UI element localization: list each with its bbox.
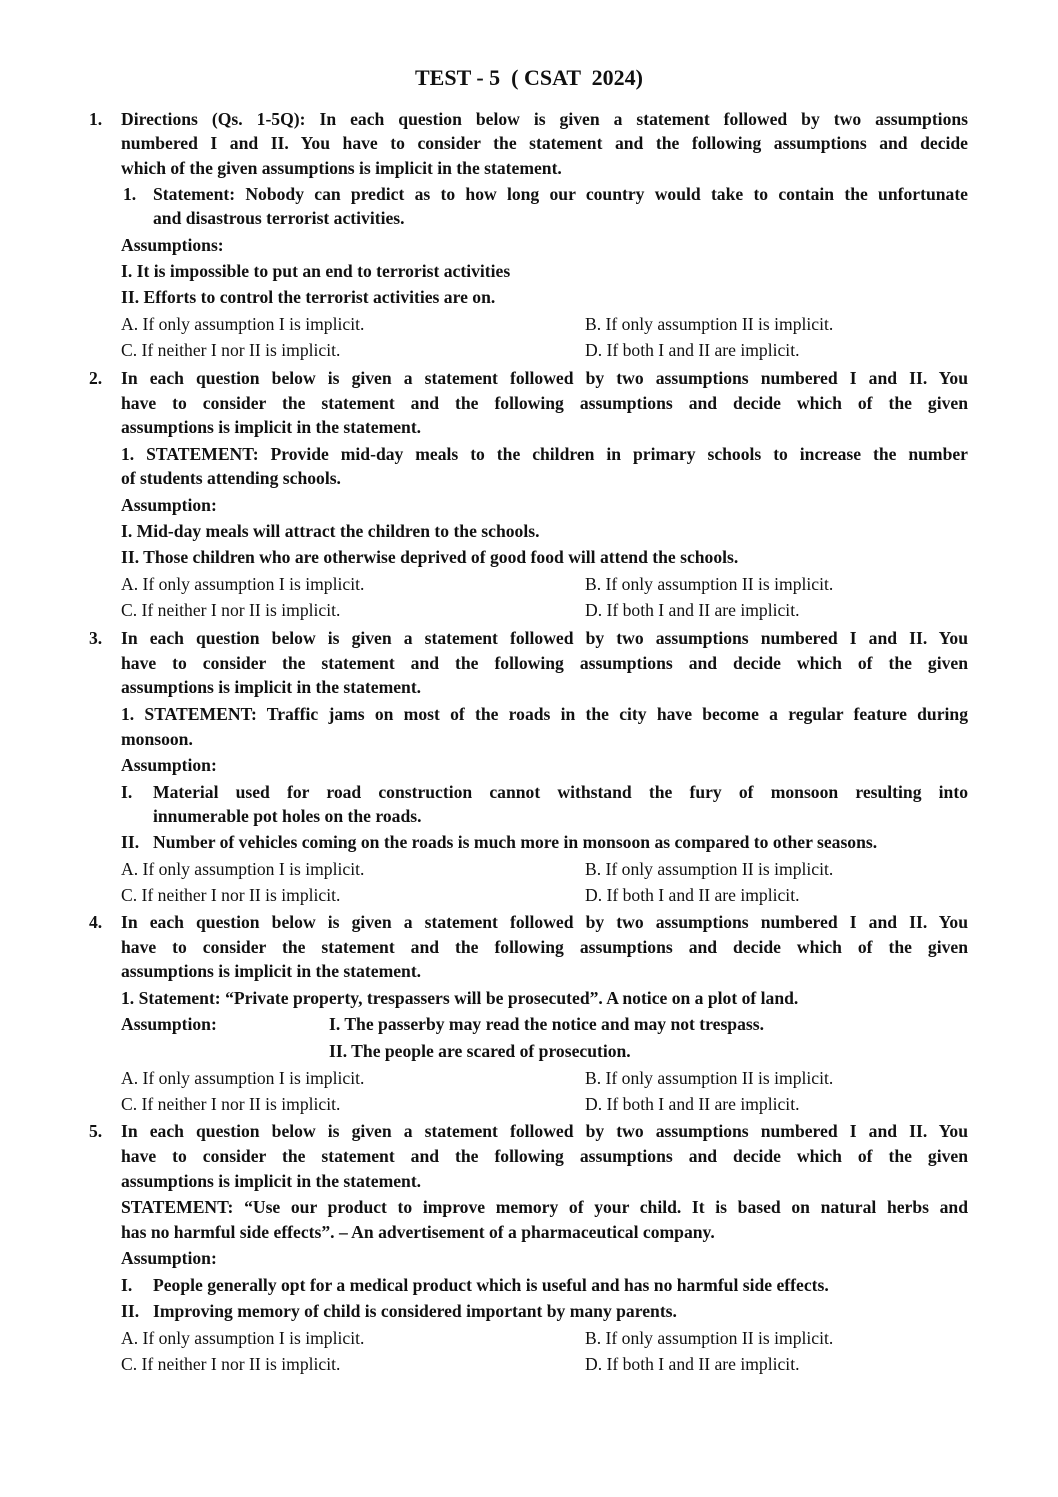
option-c: C. If neither I nor II is implicit. xyxy=(121,340,341,360)
statement-text: Statement: Nobody can predict as to how long our country would take to contain the unfortunate xyxy=(153,184,968,204)
assumption-number: II. xyxy=(121,832,140,852)
statement-text: of students attending schools. xyxy=(121,468,341,488)
option-b: B. If only assumption II is implicit. xyxy=(585,859,834,879)
assumption-item: Number of vehicles coming on the roads is much more in monsoon as compared to other seasons. xyxy=(153,832,878,852)
assumption-label: Assumption: xyxy=(121,495,217,515)
assumption-number: I. xyxy=(121,1275,133,1295)
option-c: C. If neither I nor II is implicit. xyxy=(121,1094,341,1114)
question-number: 3. xyxy=(89,628,103,648)
statement-text: 1. Statement: “Private property, trespassers will be prosecuted”. A notice on a plot of land. xyxy=(121,988,799,1008)
option-a: A. If only assumption I is implicit. xyxy=(121,859,365,879)
question-text: In each question below is given a statement followed by two assumptions numbered I and II. You xyxy=(121,628,968,648)
question-text: numbered I and II. You have to consider the statement and the following assumptions and decide xyxy=(121,133,968,153)
question-text: assumptions is implicit in the statement. xyxy=(121,961,422,981)
assumption-number: I. xyxy=(121,782,133,802)
question-number: 5. xyxy=(89,1121,103,1141)
assumption-label: Assumption: xyxy=(121,1248,217,1268)
option-b: B. If only assumption II is implicit. xyxy=(585,1068,834,1088)
assumption-item: Improving memory of child is considered important by many parents. xyxy=(153,1301,677,1321)
option-c: C. If neither I nor II is implicit. xyxy=(121,1354,341,1374)
page-title: TEST - 5 ( CSAT 2024) xyxy=(415,65,643,90)
option-c: C. If neither I nor II is implicit. xyxy=(121,885,341,905)
question-number: 4. xyxy=(89,912,103,932)
question-text: assumptions is implicit in the statement. xyxy=(121,1171,422,1191)
statement-text: has no harmful side effects”. – An advertisement of a pharmaceutical company. xyxy=(121,1222,715,1242)
question-number: 1. xyxy=(89,109,103,129)
question-number: 2. xyxy=(89,368,103,388)
question-text: assumptions is implicit in the statement. xyxy=(121,417,422,437)
question-text: which of the given assumptions is implicit in the statement. xyxy=(121,158,562,178)
assumption-item: I. Mid-day meals will attract the children to the schools. xyxy=(121,521,540,541)
option-a: A. If only assumption I is implicit. xyxy=(121,574,365,594)
question-text: have to consider the statement and the following assumptions and decide which of the given xyxy=(121,393,968,413)
statement-text: 1. STATEMENT: Provide mid-day meals to the children in primary schools to increase the number xyxy=(121,444,968,464)
statement-number: 1. xyxy=(123,184,137,204)
option-d: D. If both I and II are implicit. xyxy=(585,1354,800,1374)
assumption-label: Assumptions: xyxy=(121,235,224,255)
option-d: D. If both I and II are implicit. xyxy=(585,1094,800,1114)
question-text: In each question below is given a statement followed by two assumptions numbered I and II. You xyxy=(121,368,968,388)
option-a: A. If only assumption I is implicit. xyxy=(121,1068,365,1088)
question-text: assumptions is implicit in the statement. xyxy=(121,677,422,697)
option-d: D. If both I and II are implicit. xyxy=(585,600,800,620)
assumption-label: Assumption: xyxy=(121,755,217,775)
assumption-item: I. The passerby may read the notice and may not trespass. xyxy=(329,1014,764,1034)
assumption-item: II. Those children who are otherwise deprived of good food will attend the schools. xyxy=(121,547,739,567)
question-text: have to consider the statement and the following assumptions and decide which of the given xyxy=(121,937,968,957)
option-b: B. If only assumption II is implicit. xyxy=(585,1328,834,1348)
question-text: In each question below is given a statement followed by two assumptions numbered I and II. You xyxy=(121,912,968,932)
statement-text: monsoon. xyxy=(121,729,193,749)
assumption-item: II. The people are scared of prosecution. xyxy=(329,1041,631,1061)
assumption-item: innumerable pot holes on the roads. xyxy=(153,806,422,826)
assumption-item: II. Efforts to control the terrorist activities are on. xyxy=(121,287,496,307)
statement-text: STATEMENT: “Use our product to improve memory of your child. It is based on natural herbs and xyxy=(121,1197,968,1217)
assumption-item: I. It is impossible to put an end to terrorist activities xyxy=(121,261,511,281)
question-text: In each question below is given a statement followed by two assumptions numbered I and II. You xyxy=(121,1121,968,1141)
option-a: A. If only assumption I is implicit. xyxy=(121,1328,365,1348)
option-c: C. If neither I nor II is implicit. xyxy=(121,600,341,620)
assumption-item: Material used for road construction cannot withstand the fury of monsoon resulting into xyxy=(153,782,968,802)
assumption-number: II. xyxy=(121,1301,140,1321)
assumption-item: People generally opt for a medical product which is useful and has no harmful side effects. xyxy=(153,1275,829,1295)
option-b: B. If only assumption II is implicit. xyxy=(585,574,834,594)
statement-text: and disastrous terrorist activities. xyxy=(153,208,405,228)
assumption-label: Assumption: xyxy=(121,1014,217,1034)
option-a: A. If only assumption I is implicit. xyxy=(121,314,365,334)
option-d: D. If both I and II are implicit. xyxy=(585,885,800,905)
question-text: have to consider the statement and the following assumptions and decide which of the given xyxy=(121,653,968,673)
question-text: Directions (Qs. 1-5Q): In each question below is given a statement followed by two assumptions xyxy=(121,109,968,129)
option-b: B. If only assumption II is implicit. xyxy=(585,314,834,334)
option-d: D. If both I and II are implicit. xyxy=(585,340,800,360)
question-text: have to consider the statement and the following assumptions and decide which of the given xyxy=(121,1146,968,1166)
statement-text: 1. STATEMENT: Traffic jams on most of the roads in the city have become a regular feature during xyxy=(121,704,968,724)
